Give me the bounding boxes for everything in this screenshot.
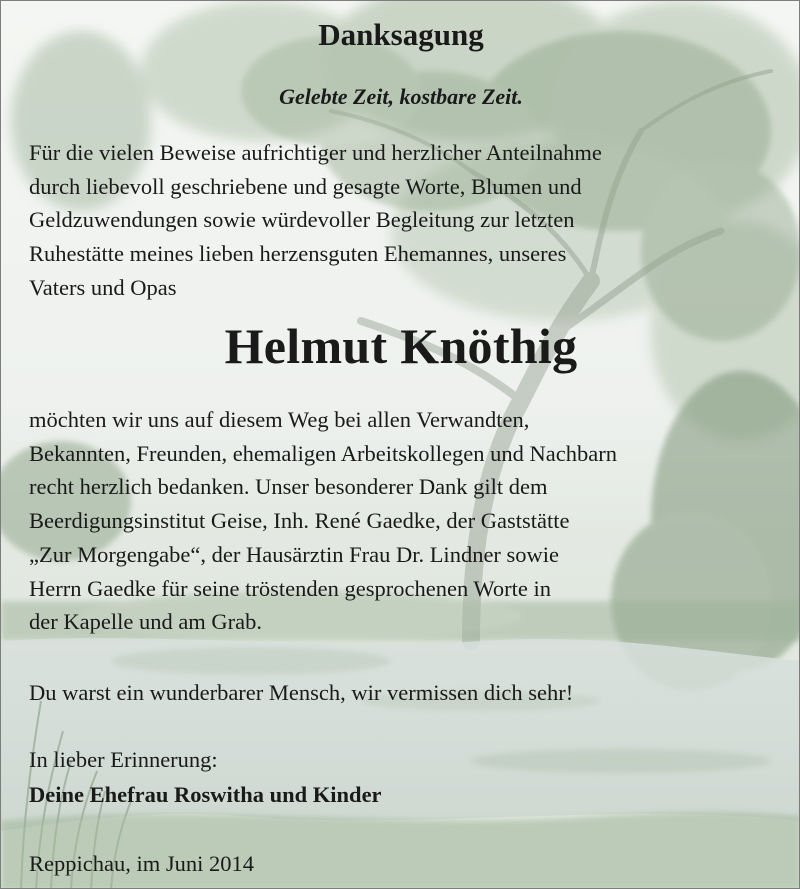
intro-paragraph (29, 136, 789, 305)
thanks-line: der Kapelle und am Grab. (29, 609, 263, 635)
intro-line: durch liebevoll geschriebene und gesagte Worte, Blumen und (29, 173, 582, 199)
notice-heading: Danksagung (318, 17, 484, 52)
thanks-line: möchten wir uns auf diesem Weg bei allen Verwandten, (29, 407, 530, 432)
thanks-line: Bekannten, Freunden, ehemaligen Arbeitskollegen und Nachbarn (29, 440, 617, 466)
intro-line: Vaters und Opas (29, 274, 177, 300)
thanks-line: „Zur Morgengabe“, der Hausärztin Frau Dr. Lindner sowie (29, 541, 560, 567)
intro-line: Geldzuwendungen sowie würdevoller Begleitung zur letzten (29, 207, 575, 233)
thanks-line: Herrn Gaedke für seine tröstenden gesprochenen Worte in (29, 575, 551, 601)
place-date: Reppichau, im Juni 2014 (29, 851, 254, 876)
thanks-line: Beerdigungsinstitut Geise, Inh. René Gaedke, der Gaststätte (29, 508, 570, 534)
thanks-paragraph (29, 403, 789, 639)
deceased-name: Helmut Knöthig (224, 318, 578, 374)
notice-text (1, 1, 800, 889)
thanks-line: recht herzlich bedanken. Unser besonderer Dank gilt dem (29, 474, 548, 500)
signature: Deine Ehefrau Roswitha und Kinder (29, 782, 382, 807)
intro-line: Ruhestätte meines lieben herzensguten Ehemannes, unseres (29, 241, 567, 267)
notice-motto: Gelebte Zeit, kostbare Zeit. (279, 84, 523, 109)
intro-line: Für die vielen Beweise aufrichtiger und herzlicher Anteilnahme (29, 140, 602, 165)
closing-line: Du warst ein wunderbarer Mensch, wir vermissen dich sehr! (29, 680, 574, 705)
remembrance-label: In lieber Erinnerung: (29, 747, 218, 772)
